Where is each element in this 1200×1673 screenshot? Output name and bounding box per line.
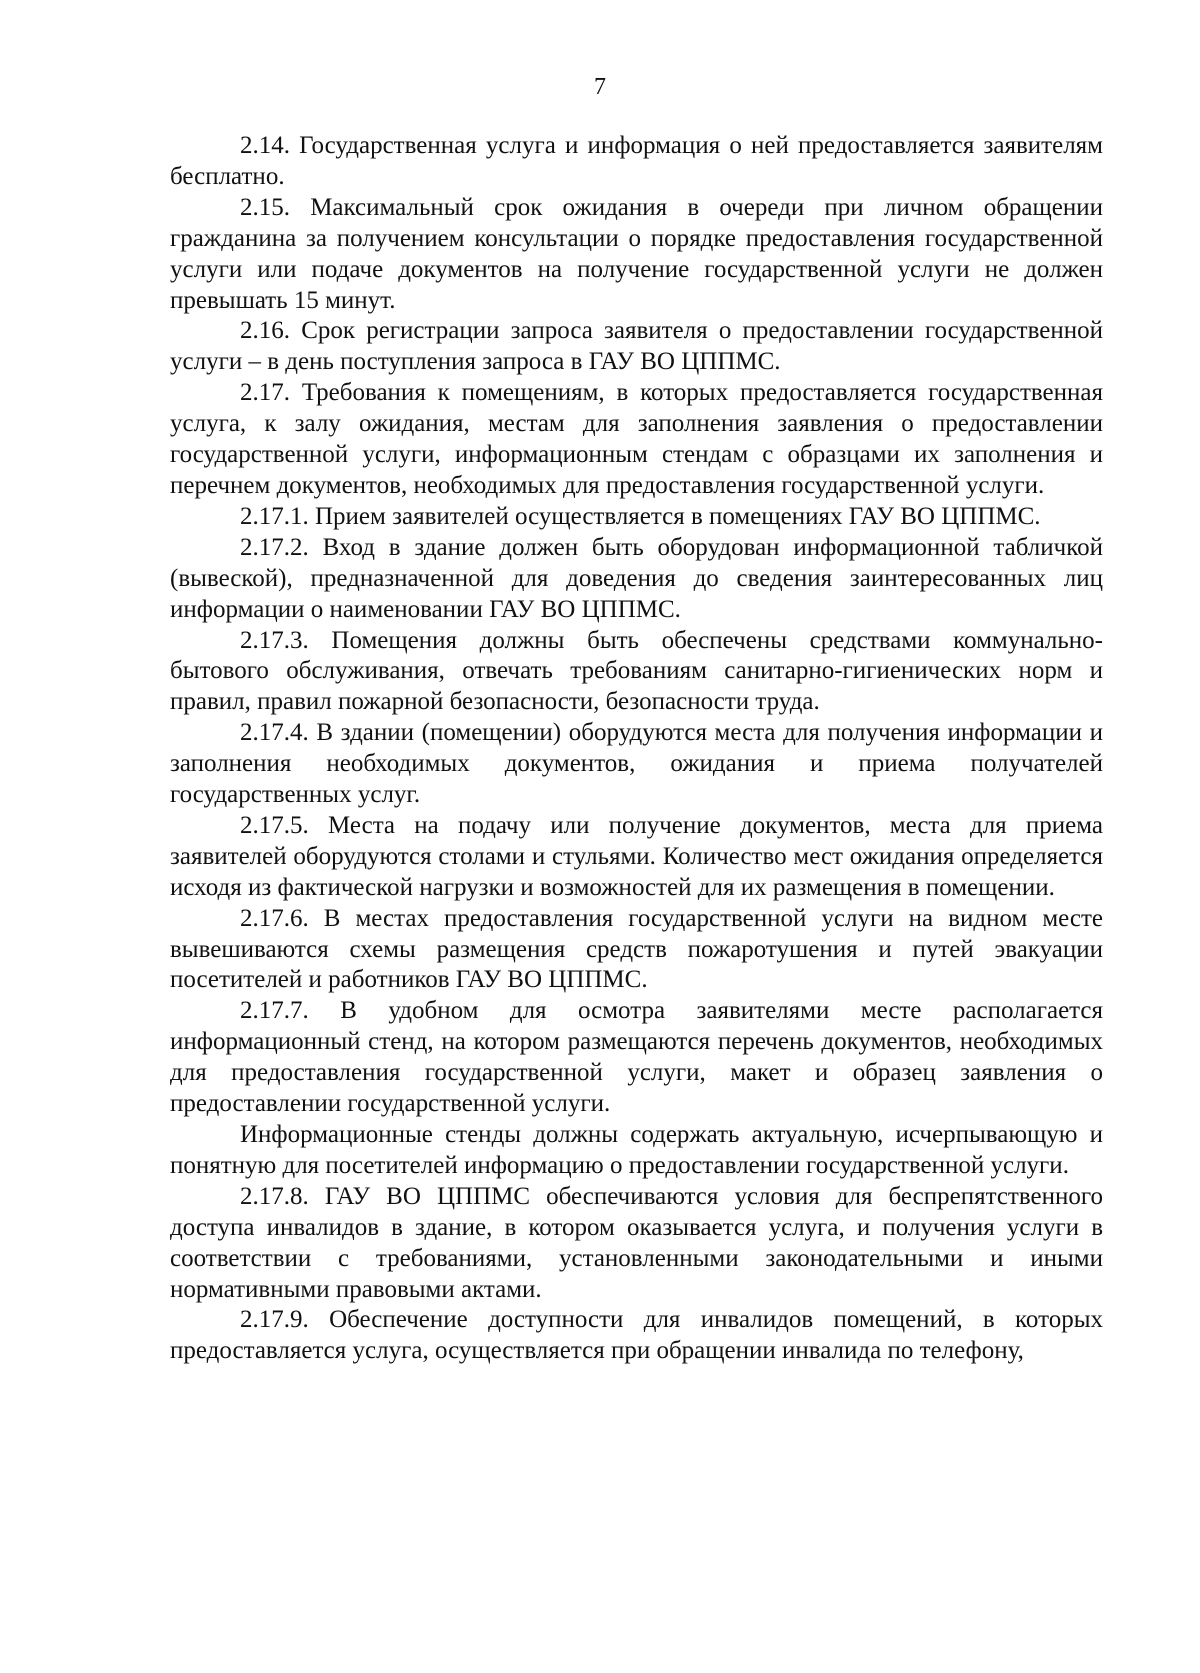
paragraph-2-17-7: 2.17.7. В удобном для осмотра заявителями месте располагается информационный стенд, на котором размещаются перечень документов, необходимых для предоставления государственной услуги, макет и образец заявления о предоставлении государственной услуги. [170, 997, 1103, 1118]
document-body [170, 131, 1103, 1367]
paragraph-2-17-9: 2.17.9. Обеспечение доступности для инвалидов помещений, в которых предоставляется услуга, осуществляется при обращении инвалида по телефону, [170, 1306, 1103, 1365]
paragraph-2-17-1: 2.17.1. Прием заявителей осуществляется в помещениях ГАУ ВО ЦППМС. [240, 502, 1041, 530]
paragraph-2-17: 2.17. Требования к помещениям, в которых предоставляется государственная услуга, к залу ожидания, местам для заполнения заявления о предоставлении государственной услуги, информационным стендам с образцами их заполнения и перечнем документов, необходимых для предоставления государственной услуги. [170, 379, 1103, 499]
paragraph-2-17-4: 2.17.4. В здании (помещении) оборудуются места для получения информации и заполнения необходимых документов, ожидания и приема получателей государственных услуг. [170, 719, 1103, 809]
paragraph-2-17-3: 2.17.3. Помещения должны быть обеспечены средствами коммунально-бытового обслуживания, отвечать требованиям санитарно-гигиенических норм и правил, правил пожарной безопасности, безопасности труда. [170, 626, 1103, 716]
paragraph-2-17-8: 2.17.8. ГАУ ВО ЦППМС обеспечиваются условия для беспрепятственного доступа инвалидов в здание, в котором оказывается услуга, и получения услуги в соответствии с требованиями, установленными законодательными и иными нормативными правовыми актами. [170, 1182, 1103, 1303]
paragraph-2-15: 2.15. Максимальный срок ожидания в очереди при личном обращении гражданина за получением консультации о порядке предоставления государственной услуги или подаче документов на получение государственной услуги не должен превышать 15 минут. [170, 193, 1103, 314]
paragraph-2-16: 2.16. Срок регистрации запроса заявителя о предоставлении государственной услуги – в день поступления запроса в ГАУ ВО ЦППМС. [170, 317, 1103, 376]
paragraph-2-17-2: 2.17.2. Вход в здание должен быть оборудован информационной табличкой (вывеской), предназначенной для доведения до сведения заинтересованных лиц информации о наименовании ГАУ ВО ЦППМС. [170, 533, 1103, 623]
paragraph-info-stands: Информационные стенды должны содержать актуальную, исчерпывающую и понятную для посетителей информацию о предоставлении государственной услуги. [170, 1121, 1103, 1179]
paragraph-2-17-5: 2.17.5. Места на подачу или получение документов, места для приема заявителей оборудуются столами и стульями. Количество мест ожидания определяется исходя из фактической нагрузки и возможностей для их размещения в помещении. [170, 811, 1103, 901]
page-number: 7 [594, 74, 606, 100]
paragraph-2-17-6: 2.17.6. В местах предоставления государственной услуги на видном месте вывешиваются схемы размещения средств пожаротушения и путей эвакуации посетителей и работников ГАУ ВО ЦППМС. [170, 904, 1103, 994]
paragraph-2-14: 2.14. Государственная услуга и информация о ней предоставляется заявителям бесплатно. [170, 132, 1103, 190]
